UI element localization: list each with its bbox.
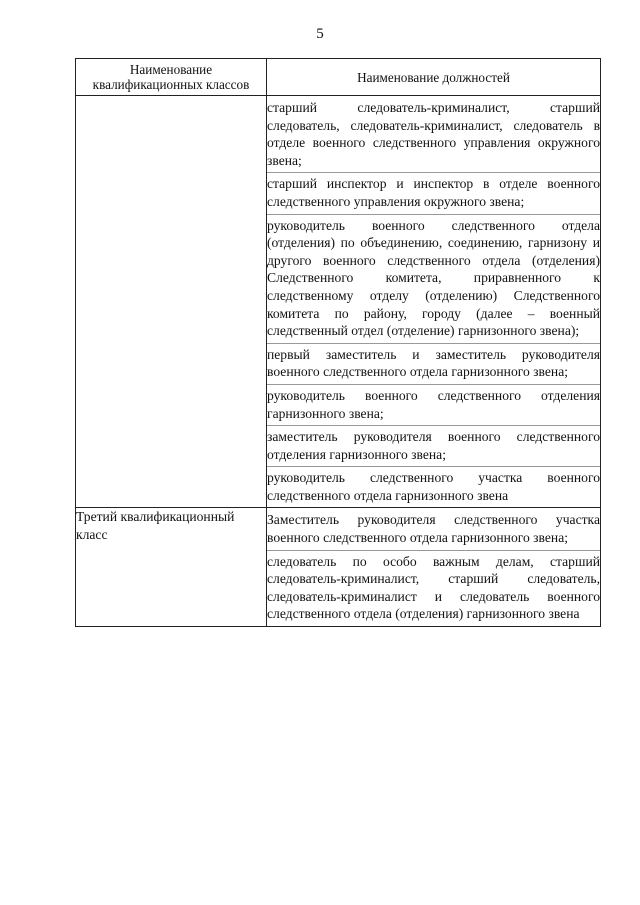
positions-cell	[267, 508, 601, 627]
class-name-cell	[76, 96, 267, 508]
position-entry: руководитель военного следственного отделения гарнизонного звена;	[267, 384, 600, 425]
position-entry: следователь по особо важным делам, старший следователь-криминалист, старший следователь, следователь-криминалист и следователь военного следственного отдела (отделения) гарнизонного звена	[267, 550, 600, 626]
position-entry: первый заместитель и заместитель руководителя военного следственного отдела гарнизонного звена;	[267, 343, 600, 384]
table-row	[76, 96, 601, 508]
position-entry: заместитель руководителя военного следственного отделения гарнизонного звена;	[267, 425, 600, 466]
qualification-table	[75, 58, 601, 627]
positions-cell	[267, 96, 601, 508]
position-entry: руководитель следственного участка военного следственного отдела гарнизонного звена	[267, 466, 600, 507]
page-number: 5	[316, 26, 324, 42]
position-entry: руководитель военного следственного отдела (отделения) по объединению, соединению, гарнизону и другого военного следственного отдела (отделения) Следственного комитета, приравненного к следственному отделу (отделению) Следственного комитета по району, городу (далее – военный следственный отдел (отделение) гарнизонного звена);	[267, 214, 600, 343]
header-class-names: Наименование квалификационных классов	[76, 59, 267, 96]
header-position-names: Наименование должностей	[267, 59, 601, 96]
position-entry: старший инспектор и инспектор в отделе военного следственного управления окружного звена;	[267, 172, 600, 213]
position-entry: старший следователь-криминалист, старший следователь, следователь-криминалист, следователь в отделе военного следственного управления окружного звена;	[267, 100, 600, 168]
position-entry: Заместитель руководителя следственного участка военного следственного отдела гарнизонного звена;	[267, 512, 600, 546]
class-name-cell: Третий квалификационный класс	[76, 508, 267, 627]
table-header-row	[76, 59, 601, 96]
table-row	[76, 508, 601, 627]
